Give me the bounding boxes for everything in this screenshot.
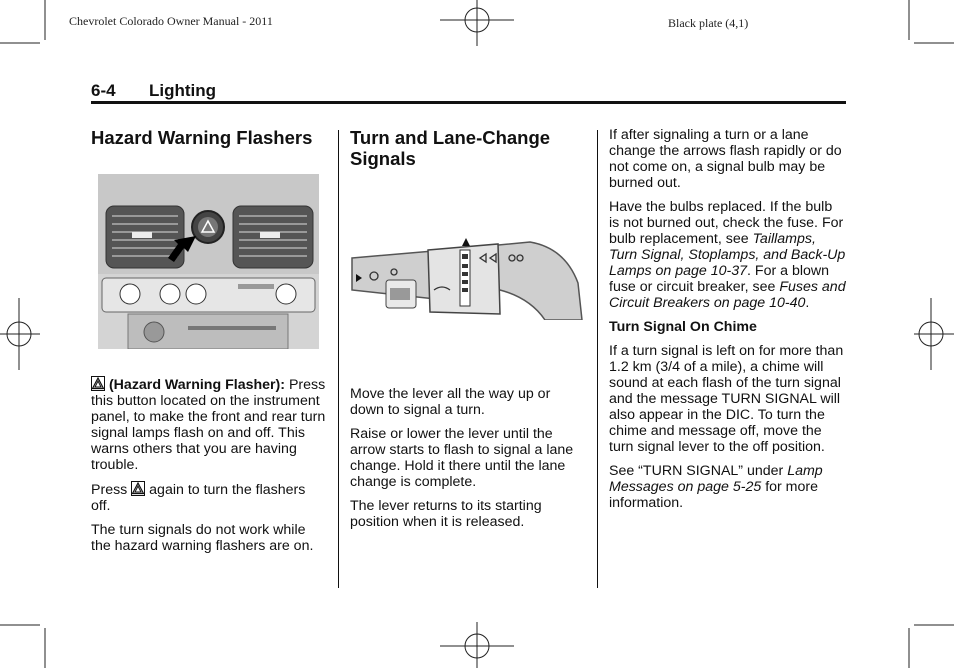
- turn-signal-p1: Move the lever all the way up or down to signal a turn.: [350, 386, 551, 418]
- column-2: [350, 127, 585, 169]
- hazard-note: The turn signals do not work while the hazard warning flashers are on.: [91, 522, 314, 554]
- more-info-text: for more information.: [609, 479, 819, 511]
- bulb-replace-text: Have the bulbs replaced. If the bulb is not burned out, check the fuse. For bulb replacement, see: [609, 199, 844, 247]
- column-1: [91, 127, 326, 148]
- column-2-body: [350, 386, 585, 538]
- taillamps-link[interactable]: Taillamps, Turn Signal, Stoplamps, and Back-Up Lamps on page 10-37: [609, 231, 846, 279]
- fuses-link[interactable]: Fuses and Circuit Breakers on page 10-40: [609, 279, 846, 311]
- fuse-text: . For a blown fuse or circuit breaker, see: [609, 263, 830, 295]
- header-rule: [91, 101, 846, 104]
- chime-subheading: Turn Signal On Chime: [609, 319, 757, 335]
- column-1-body: [91, 376, 326, 562]
- chime-text: If a turn signal is left on for more than 1.2 km (3/4 of a mile), a chime will sound at each flash of the turn signal and the message TURN SIGNAL will also appear in the DIC. To turn the chime and message off, move the turn signal lever to the off position.: [609, 343, 844, 455]
- hazard-button-figure: [98, 174, 319, 349]
- hazard-triangle-icon: [131, 481, 145, 496]
- manual-title: Chevrolet Colorado Owner Manual - 2011: [69, 14, 273, 28]
- section-title: Lighting: [149, 81, 217, 100]
- hazard-triangle-icon: [91, 376, 105, 391]
- column-3: [609, 127, 846, 519]
- hazard-label: (Hazard Warning Flasher):: [108, 377, 286, 393]
- column-divider: [597, 130, 598, 588]
- turn-signal-p2: Raise or lower the lever until the arrow starts to flash to signal a lane change. Hold it there until the lane change is complete.: [350, 426, 574, 490]
- column-divider: [338, 130, 339, 588]
- hazard-heading: Hazard Warning Flashers: [91, 127, 313, 148]
- section-number: 6-4: [91, 81, 116, 100]
- lamp-messages-link[interactable]: Lamp Messages on page 5-25: [609, 463, 823, 495]
- press-prefix: Press: [91, 482, 128, 498]
- press-suffix: again to turn the flashers off.: [91, 482, 306, 514]
- see-text: See “TURN SIGNAL” under: [609, 463, 784, 479]
- turn-signal-heading: Turn and Lane-Change Signals: [350, 127, 551, 169]
- period: .: [805, 295, 810, 311]
- hazard-description: Press this button located on the instrument panel, to make the front and rear turn signal lamps flash on and off. This warns others that you are having trouble.: [91, 377, 326, 473]
- plate-label: Black plate (4,1): [668, 16, 749, 30]
- turn-signal-p3: The lever returns to its starting position when it is released.: [350, 498, 542, 530]
- bulb-burned-out-text: If after signaling a turn or a lane change the arrows flash rapidly or do not come on, a signal bulb may be burned out.: [609, 127, 842, 191]
- turn-signal-lever-figure: [350, 228, 583, 320]
